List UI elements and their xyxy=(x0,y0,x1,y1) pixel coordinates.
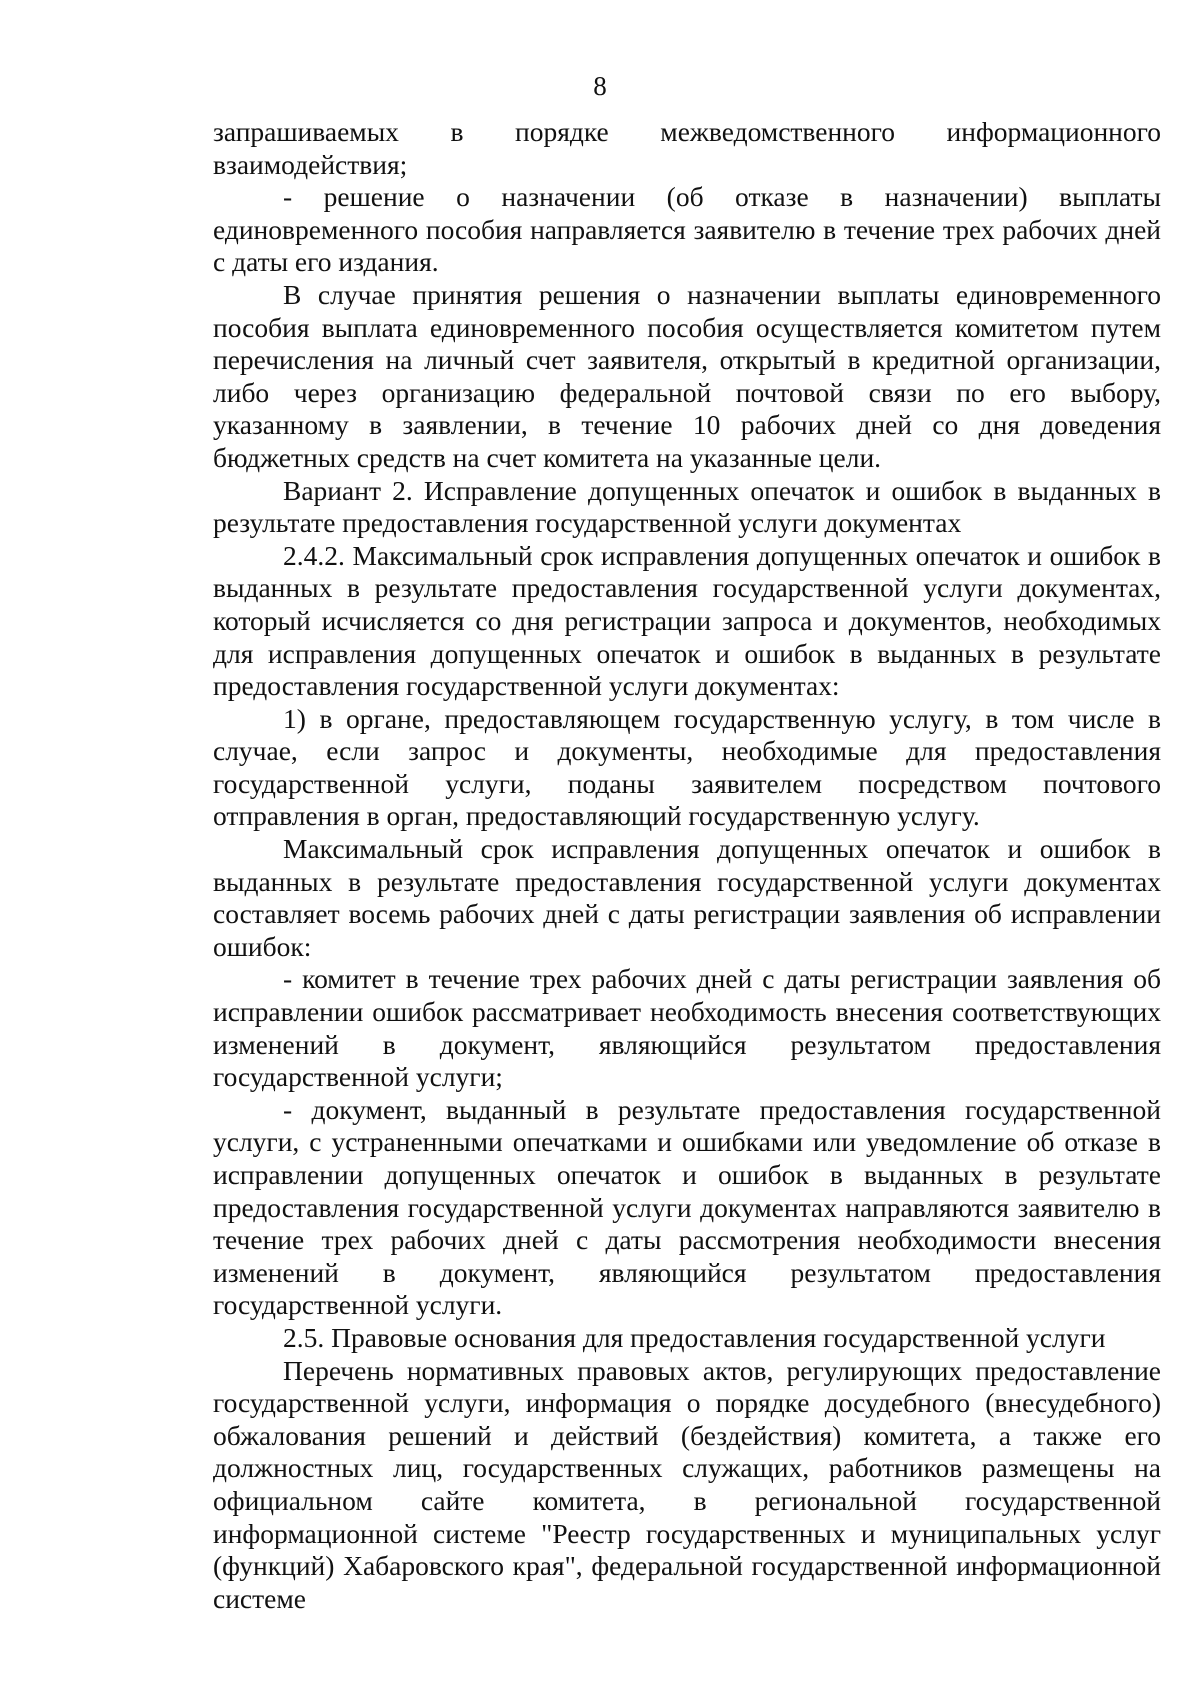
paragraph-payment: В случае принятия решения о назначении выплаты единовременного пособия выплата единовременного пособия осуществляется комитетом путем перечисления на личный счет заявителя, открытый в кредитной организации, либо через организацию федеральной почтовой связи по его выбору, указанному в заявлении, в течение 10 рабочих дней со дня доведения бюджетных средств на счет комитета на указанные цели. xyxy=(213,278,1161,473)
document-body xyxy=(213,116,1161,1615)
page-number: 8 xyxy=(593,71,607,101)
paragraph-variant-2-heading: Вариант 2. Исправление допущенных опечаток и ошибок в выданных в результате предоставления государственной услуги документах xyxy=(213,474,1161,539)
paragraph-continuation: запрашиваемых в порядке межведомственного информационного взаимодействия; xyxy=(213,116,1161,180)
paragraph-decision-notice: - решение о назначении (об отказе в назначении) выплаты единовременного пособия направляется заявителю в течение трех рабочих дней с даты его издания. xyxy=(213,181,1161,278)
paragraph-committee-review: - комитет в течение трех рабочих дней с даты регистрации заявления об исправлении ошибок рассматривает необходимость внесения соответствующих изменений в документ, являющийся результатом предоставления государственной услуги; xyxy=(213,963,1161,1093)
paragraph-2-4-2: 2.4.2. Максимальный срок исправления допущенных опечаток и ошибок в выданных в результате предоставления государственной услуги документах, который исчисляется со дня регистрации запроса и документов, необходимых для исправления допущенных опечаток и ошибок в выданных в результате предоставления государственной услуги документах: xyxy=(213,539,1161,702)
paragraph-legal-acts: Перечень нормативных правовых актов, регулирующих предоставление государственной услуги, информация о порядке досудебного (внесудебного) обжалования решений и действий (бездействия) комитета, а также его должностных лиц, государственных служащих, работников размещены на официальном сайте комитета, в региональной государственной информационной системе "Реестр государственных и муниципальных услуг (функций) Хабаровского края", федеральной государственной информационной системе xyxy=(213,1354,1161,1614)
paragraph-document-issued: - документ, выданный в результате предоставления государственной услуги, с устраненными опечатками и ошибками или уведомление об отказе в исправлении допущенных опечаток и ошибок в выданных в результате предоставления государственной услуги документах направляются заявителю в течение трех рабочих дней с даты рассмотрения необходимости внесения изменений в документ, являющийся результатом предоставления государственной услуги. xyxy=(213,1093,1161,1321)
paragraph-item-1: 1) в органе, предоставляющем государственную услугу, в том числе в случае, если запрос и документы, необходимые для предоставления государственной услуги, поданы заявителем посредством почтового отправления в орган, предоставляющий государственную услугу. xyxy=(213,702,1161,832)
paragraph-max-term: Максимальный срок исправления допущенных опечаток и ошибок в выданных в результате предоставления государственной услуги документах составляет восемь рабочих дней с даты регистрации заявления об исправлении ошибок: xyxy=(213,833,1161,962)
section-heading-2-5: 2.5. Правовые основания для предоставления государственной услуги xyxy=(283,1321,1106,1353)
